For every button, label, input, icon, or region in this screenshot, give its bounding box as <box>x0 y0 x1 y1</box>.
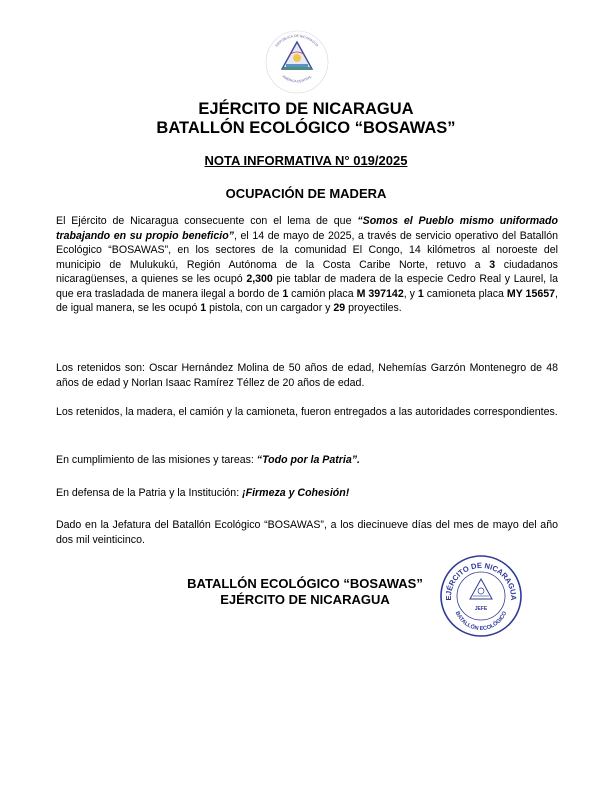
note-title: NOTA INFORMATIVA N° 019/2025 <box>204 153 408 168</box>
svg-text:EJÉRCITO DE NICARAGUA <box>444 561 518 601</box>
paragraph-missions: En cumplimiento de las misiones y tareas: “Todo por la Patria”. <box>56 454 360 466</box>
paragraph-handover: Los retenidos, la madera, el camión y la camioneta, fueron entregados a las autoridades correspondientes. <box>56 406 558 418</box>
signature-battalion: BATALLÓN ECOLÓGICO “BOSAWAS” <box>187 576 423 591</box>
paragraph-date: Dado en la Jefatura del Batallón Ecológico “BOSAWAS”, a los diecinueve días del mes de mayo del año dos mil veinticinco. <box>56 519 558 546</box>
svg-text:BATALLÓN ECOLÓGICO <box>454 610 509 632</box>
battalion-name: BATALLÓN ECOLÓGICO “BOSAWAS” <box>156 119 456 137</box>
seal-bottom-text: BATALLÓN ECOLÓGICO <box>453 610 509 633</box>
nicaragua-coat-of-arms-icon <box>262 27 332 97</box>
organization-name: EJÉRCITO DE NICARAGUA <box>198 100 414 118</box>
svg-text:AMÉRICA CENTRAL <box>282 74 313 83</box>
emblem-bottom-text: AMÉRICA CENTRAL <box>281 74 313 84</box>
paragraph-detainees: Los retenidos son: Oscar Hernández Molina de 50 años de edad, Nehemías Garzón Montenegro de 48 años de edad y Norlan Isaac Ramírez Téllez de 20 años de edad. <box>56 362 558 389</box>
signature-army: EJÉRCITO DE NICARAGUA <box>220 592 390 607</box>
motto-text: “Somos el Pueblo mismo uniformado trabajando en su propio beneficio” <box>56 215 558 242</box>
note-subject: OCUPACIÓN DE MADERA <box>225 186 387 201</box>
paragraph-defense: En defensa de la Patria y la Institución: ¡Firmeza y Cohesión! <box>56 487 350 499</box>
paragraph-main: El Ejército de Nicaragua consecuente con el lema de que “Somos el Pueblo mismo uniformado trabajando en su propio beneficio”, el 14 de mayo de 2025, a través de servicio operativo del Batallón Ecológico “BOSAWAS”, en los sectores de la comunidad El Congo, 14 kilómetros al noroeste del municipio de Mulukukú, Región Autónoma de la Costa Caribe Norte, retuvo a 3 ciudadanos nicaragüenses, a quienes se les ocupó 2,300 pie tablar de madera de la especie Cedro Real y Laurel, la que era trasladada de manera ilegal a bordo de 1 camión placa M 397142, y 1 camioneta placa MY 15657, de igual manera, se les ocupó 1 pistola, con un cargador y 29 proyectiles. <box>56 215 559 314</box>
seal-center-text: JEFE <box>474 606 488 612</box>
official-seal-icon <box>438 553 524 639</box>
emblem-top-text: REPÚBLICA DE NICARAGUA <box>274 33 320 48</box>
truck-plate: M 397142 <box>356 287 404 300</box>
van-plate: MY 15657 <box>506 287 556 300</box>
seal-top-text: EJÉRCITO DE NICARAGUA <box>443 560 519 601</box>
